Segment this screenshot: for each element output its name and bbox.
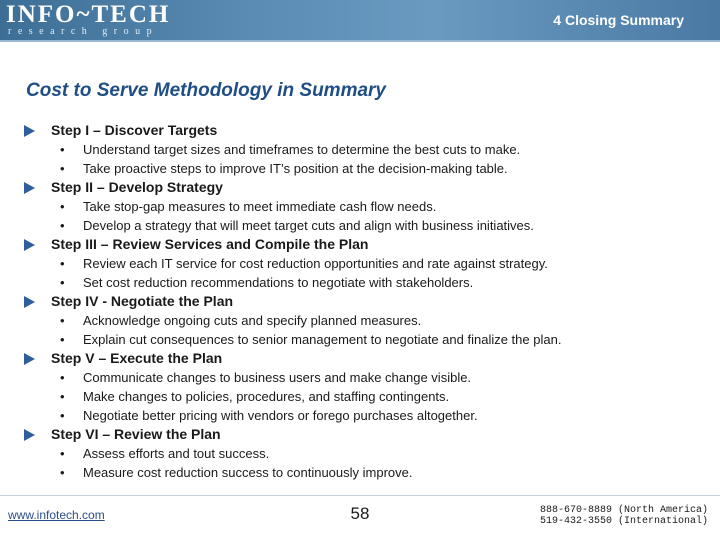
- list-item: [24, 273, 694, 292]
- logo-tagline: research group: [8, 26, 159, 37]
- list-item: [24, 330, 694, 349]
- list-item: [24, 216, 694, 235]
- bullet-dot-icon: •: [60, 313, 65, 328]
- step-title: Step IV - Negotiate the Plan: [51, 293, 234, 309]
- phone-international: 519-432-3550 (International): [539, 516, 708, 527]
- list-item: [24, 406, 694, 425]
- bullet-text: Develop a strategy that will meet target cuts and align with business initiatives.: [83, 218, 534, 233]
- bullet-text: Review each IT service for cost reduction opportunities and rate against strategy.: [83, 256, 548, 271]
- step-heading: [24, 235, 694, 254]
- header-bar: [0, 0, 720, 40]
- footer-divider: [0, 495, 720, 496]
- phone-north-america: 888-670-8889 (North America): [539, 505, 708, 516]
- bullet-dot-icon: •: [60, 389, 65, 404]
- arrow-bullet-icon: [24, 239, 35, 251]
- bullet-dot-icon: •: [60, 446, 65, 461]
- step-title: Step VI – Review the Plan: [51, 426, 221, 442]
- step-title: Step I – Discover Targets: [51, 122, 218, 138]
- bullet-dot-icon: •: [60, 256, 65, 271]
- section-label: 4 Closing Summary: [553, 12, 684, 28]
- contact-phones: [540, 505, 708, 527]
- bullet-text: Take stop-gap measures to meet immediate cash flow needs.: [83, 199, 437, 214]
- arrow-bullet-icon: [24, 353, 35, 365]
- bullet-text: Take proactive steps to improve IT’s position at the decision-making table.: [83, 161, 508, 176]
- slide-title: Cost to Serve Methodology in Summary: [26, 80, 386, 101]
- step-heading: [24, 292, 694, 311]
- bullet-text: Acknowledge ongoing cuts and specify planned measures.: [83, 313, 422, 328]
- bullet-dot-icon: •: [60, 218, 65, 233]
- footer-website-link[interactable]: www.infotech.com: [8, 508, 105, 522]
- bullet-text: Understand target sizes and timeframes to determine the best cuts to make.: [83, 142, 521, 157]
- list-item: [24, 140, 694, 159]
- bullet-text: Make changes to policies, procedures, and staffing contingents.: [83, 389, 450, 404]
- list-item: [24, 368, 694, 387]
- bullet-text: Set cost reduction recommendations to negotiate with stakeholders.: [83, 275, 474, 290]
- list-item: [24, 311, 694, 330]
- bullet-text: Measure cost reduction success to continuously improve.: [83, 465, 413, 480]
- bullet-dot-icon: •: [60, 142, 65, 157]
- arrow-bullet-icon: [24, 182, 35, 194]
- list-item: [24, 463, 694, 482]
- bullet-dot-icon: •: [60, 408, 65, 423]
- list-item: [24, 197, 694, 216]
- bullet-dot-icon: •: [60, 199, 65, 214]
- list-item: [24, 444, 694, 463]
- arrow-bullet-icon: [24, 125, 35, 137]
- header-divider: [0, 40, 720, 42]
- steps-list: [24, 121, 694, 482]
- list-item: [24, 159, 694, 178]
- list-item: [24, 254, 694, 273]
- bullet-dot-icon: •: [60, 465, 65, 480]
- step-title: Step V – Execute the Plan: [51, 350, 223, 366]
- bullet-text: Explain cut consequences to senior management to negotiate and finalize the plan.: [83, 332, 562, 347]
- bullet-dot-icon: •: [60, 161, 65, 176]
- bullet-text: Communicate changes to business users and make change visible.: [83, 370, 472, 385]
- arrow-bullet-icon: [24, 429, 35, 441]
- bullet-text: Assess efforts and tout success.: [83, 446, 270, 461]
- bullet-dot-icon: •: [60, 370, 65, 385]
- step-heading: [24, 425, 694, 444]
- step-heading: [24, 349, 694, 368]
- bullet-dot-icon: •: [60, 275, 65, 290]
- info-tech-logo: INFO~TECH: [6, 1, 171, 28]
- step-heading: [24, 121, 694, 140]
- bullet-dot-icon: •: [60, 332, 65, 347]
- step-title: Step II – Develop Strategy: [51, 179, 223, 195]
- step-title: Step III – Review Services and Compile the Plan: [51, 236, 369, 252]
- bullet-text: Negotiate better pricing with vendors or forego purchases altogether.: [83, 408, 478, 423]
- page-number: 58: [350, 504, 370, 523]
- step-heading: [24, 178, 694, 197]
- arrow-bullet-icon: [24, 296, 35, 308]
- list-item: [24, 387, 694, 406]
